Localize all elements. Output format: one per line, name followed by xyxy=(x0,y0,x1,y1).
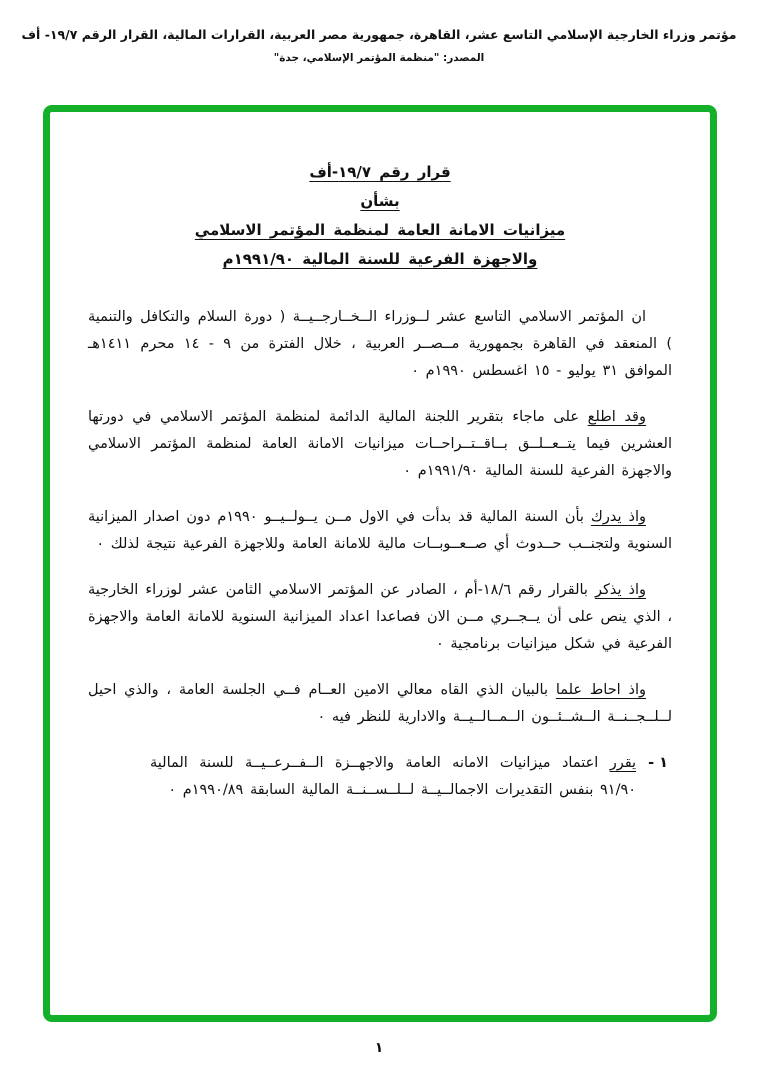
paragraph-recalling xyxy=(88,577,672,658)
paragraph-text: على ماجاء بتقرير اللجنة المالية الدائمة لمنظمة المؤتمر الاسلامي في دورتها العشرين فيما يتــعــلــق بــاقــتــراحــات ميزانيات الامانة العامة لمنظمة المؤتمر الاسلامي والاجهزة الفرعية للسنة المالية ١٩٩١/٩٠م ٠ xyxy=(88,409,672,479)
paragraph-text: بالبيان الذي القاه معالي الامين العــام فــي الجلسة العامة ، والذي احيل لــلــجــنــة الــشــئــون الــمــالــيــة والادارية للنظر فيه ٠ xyxy=(88,682,672,725)
paragraph-taking-note xyxy=(88,677,672,731)
paragraph-text: بأن السنة المالية قد بدأت في الاول مــن يــولــيــو ١٩٩٠م دون اصدار الميزانية السنوية ولتجنــب حــدوث أي صــعــوبــات مالية للامانة العامة وللاجهزة الفرعية نتيجة لذلك ٠ xyxy=(88,509,672,552)
paragraph-lead: واذ احاط علما xyxy=(555,682,646,698)
item-number: ١ - xyxy=(648,755,668,771)
item-text-block xyxy=(150,750,636,804)
paragraph-realizing xyxy=(88,504,672,558)
green-border-frame xyxy=(43,105,717,1022)
paragraph-lead: واذ يذكر xyxy=(594,582,646,598)
title-line-subject-word: بشأن xyxy=(360,192,400,210)
item-text: اعتماد ميزانيات الامانه العامة والاجهــزة الــفــرعــيــة للسنة المالية ٩١/٩٠ بنفس التقديرات الاجمالــيــة لــلــســنــة المالية السابقة ١٩٩٠/٨٩م ٠ xyxy=(150,755,637,798)
page-number: ١ xyxy=(374,1040,384,1056)
paragraph-text: بالقرار رقم ١٨/٦-أم ، الصادر عن المؤتمر الاسلامي الثامن عشر لوزراء الخارجية ، الذي ينص على أن يــجــري مــن الان فصاعدا اعداد الميزانية السنوية للامانة العامة والاجهزة الفرعية في شكل ميزانيات برنامجية ٠ xyxy=(88,582,672,652)
title-line-subject-1: ميزانيات الامانة العامة لمنظمة المؤتمر الاسلامي xyxy=(194,221,566,239)
paragraph-preamble xyxy=(88,304,672,385)
paragraph-text: ان المؤتمر الاسلامي التاسع عشر لــوزراء الــخــارجــيــة ( دورة السلام والتكافل والتنمية ) المنعقد في القاهرة بجمهورية مــصــر العربية ، خلال الفترة من ٩ - ١٤ محرم ١٤١١هـ الموافق ٣١ يوليو - ١٥ اغسطس ١٩٩٠م ٠ xyxy=(88,309,672,379)
item-lead: يقرر xyxy=(609,755,637,771)
paragraph-having-reviewed xyxy=(88,404,672,485)
numbered-item-1 xyxy=(150,750,668,804)
resolution-content xyxy=(50,112,710,804)
header-citation: مؤتمر وزراء الخارجية الإسلامي التاسع عشر، القاهرة، جمهورية مصر العربية، القرارات المالية، القرار الرقم ١٩/٧- أف xyxy=(21,27,737,42)
title-line-number: قرار رقم ١٩/٧-أف xyxy=(309,163,451,181)
title-line-subject-2: والاجهزة الفرعية للسنة المالية ١٩٩١/٩٠م xyxy=(222,250,538,268)
document-header xyxy=(0,0,758,64)
paragraph-lead: واذ يدرك xyxy=(590,509,646,525)
header-source: المصدر: "منظمة المؤتمر الإسلامي، جدة" xyxy=(273,52,485,64)
paragraph-lead: وقد اطلع xyxy=(587,409,646,425)
resolution-title-block xyxy=(88,158,672,274)
